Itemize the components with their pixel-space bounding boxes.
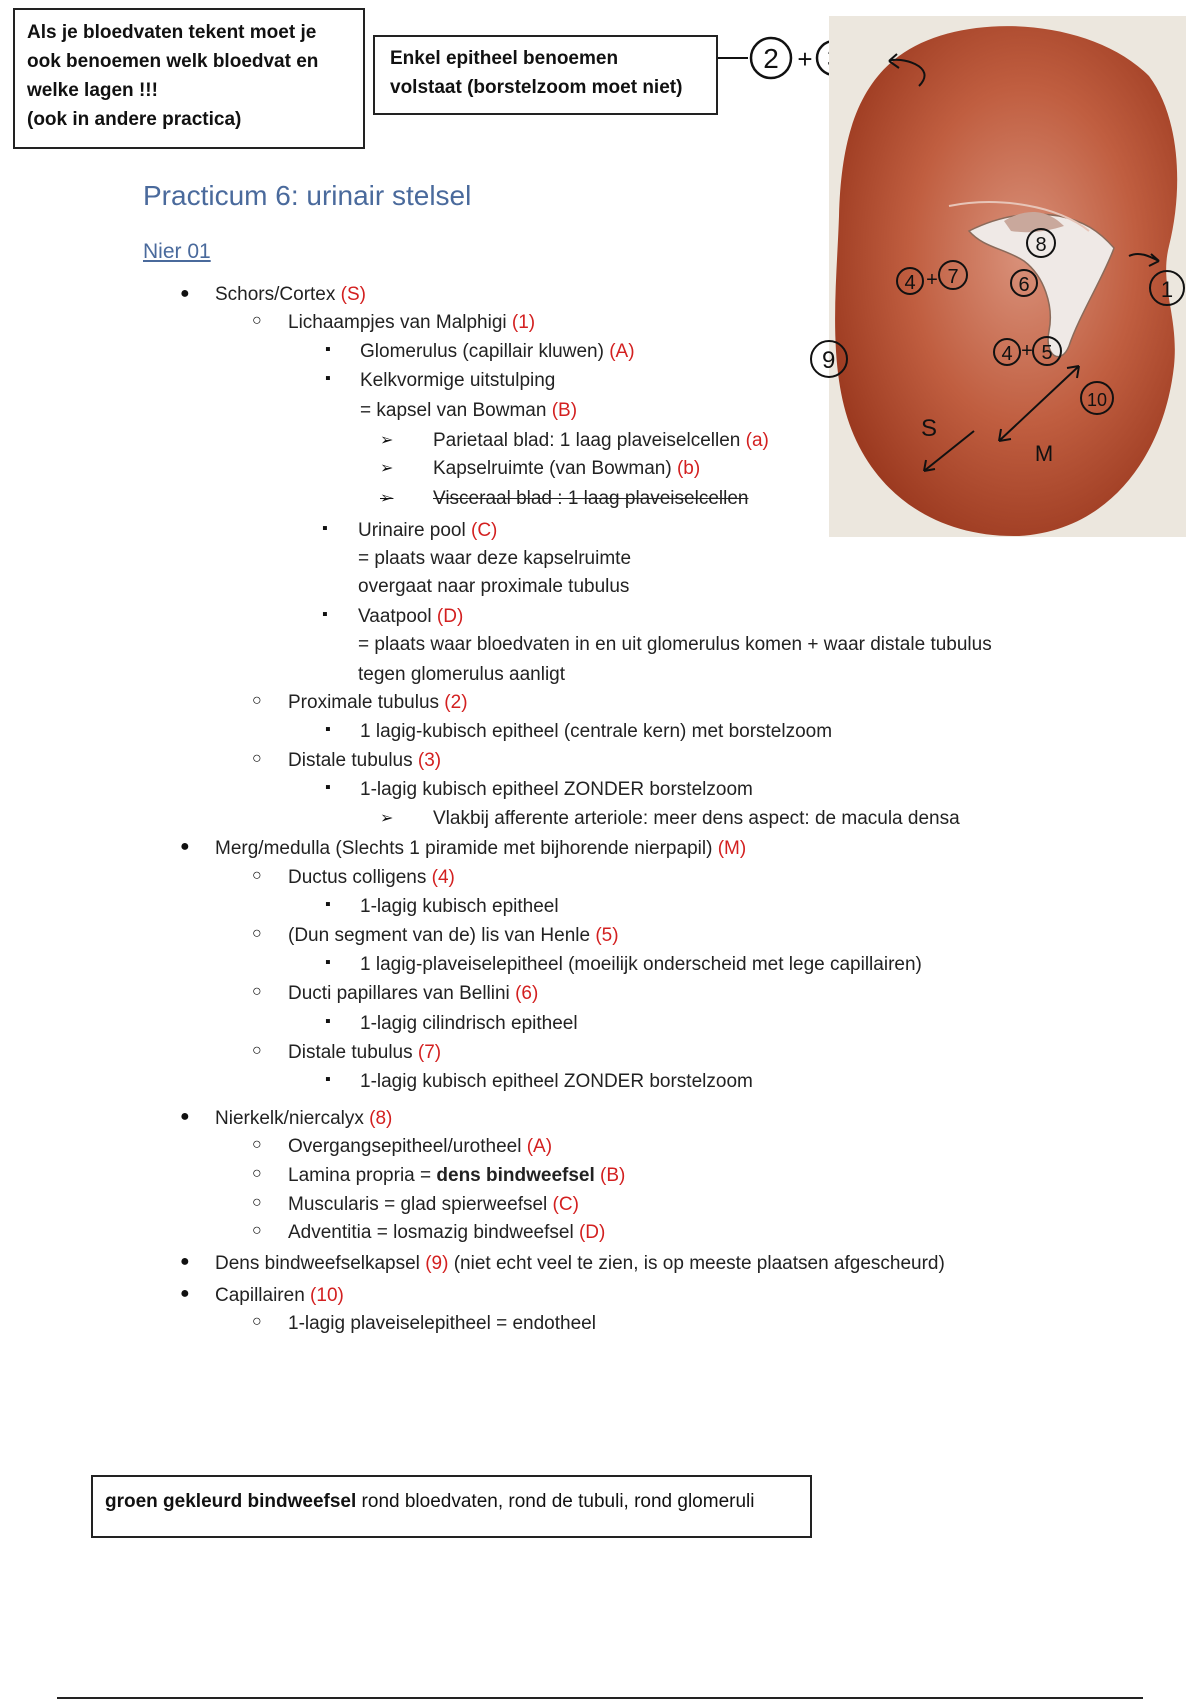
outline-item: Urinaire pool (C) bbox=[358, 520, 498, 541]
bullet: ○ bbox=[252, 692, 262, 709]
note-line: Als je bloedvaten tekent moet je bbox=[27, 22, 317, 43]
outline-item: Kapselruimte (van Bowman) (b) bbox=[433, 458, 701, 479]
outline-item-struck: Visceraal blad : 1 laag plaveiselcellen bbox=[433, 488, 749, 509]
outline-item: Distale tubulus (3) bbox=[288, 750, 442, 771]
outline-item: = plaats waar bloedvaten in en uit glomerulus komen + waar distale tubulus bbox=[358, 634, 992, 655]
bullet: ● bbox=[180, 838, 190, 855]
label-7: 7 bbox=[947, 266, 959, 288]
outline-item: = plaats waar deze kapselruimte bbox=[358, 548, 632, 569]
bullet: ▪ bbox=[325, 779, 331, 796]
annotation-plus: + bbox=[797, 44, 813, 74]
annotation-2: 2 bbox=[763, 43, 779, 74]
label-4b: 4 bbox=[1001, 343, 1013, 365]
outline-item: Proximale tubulus (2) bbox=[288, 692, 468, 713]
bullet: ○ bbox=[252, 1042, 262, 1059]
kidney-image bbox=[822, 16, 1186, 537]
bullet: ▪ bbox=[322, 606, 328, 623]
outline-item: Ductus colligens (4) bbox=[288, 867, 455, 888]
bullet: ● bbox=[180, 285, 190, 302]
bullet: ● bbox=[180, 1253, 190, 1270]
bullet: ○ bbox=[252, 925, 262, 942]
label-6: 6 bbox=[1018, 274, 1030, 296]
note-rest: rond bloedvaten, rond de tubuli, rond glomeruli bbox=[356, 1491, 755, 1512]
outline-item: Nierkelk/niercalyx (8) bbox=[215, 1108, 393, 1129]
bullet: ▪ bbox=[325, 341, 331, 358]
bullet: ○ bbox=[252, 750, 262, 767]
page-rule bbox=[57, 1697, 1143, 1699]
bullet: ➢ bbox=[380, 432, 394, 449]
bullet: ○ bbox=[252, 312, 262, 329]
bullet: ▪ bbox=[322, 520, 328, 537]
note-line: volstaat (borstelzoom moet niet) bbox=[390, 77, 683, 98]
outline-item: 1 lagig-plaveiselepitheel (moeilijk onderscheid met lege capillairen) bbox=[360, 954, 922, 975]
kidney-tissue bbox=[835, 26, 1177, 536]
outline-item: Parietaal blad: 1 laag plaveiselcellen (a) bbox=[433, 430, 769, 451]
bullet: ➢ bbox=[380, 460, 394, 477]
bullet: ● bbox=[180, 1108, 190, 1125]
section-title: Nier 01 bbox=[143, 240, 211, 263]
outline-item: 1-lagig kubisch epitheel ZONDER borstelzoom bbox=[360, 779, 753, 800]
outline-item: Dens bindweefselkapsel (9) (niet echt veel te zien, is op meeste plaatsen afgescheurd) bbox=[215, 1253, 945, 1274]
outline-item: = kapsel van Bowman (B) bbox=[360, 400, 578, 421]
bullet: ○ bbox=[252, 983, 262, 1000]
label-9: 9 bbox=[822, 347, 836, 374]
outline-item: Lichaampjes van Malphigi (1) bbox=[288, 312, 536, 333]
kidney-micrograph bbox=[822, 16, 1186, 537]
bullet: ○ bbox=[252, 1165, 262, 1182]
label-5: 5 bbox=[1041, 342, 1053, 364]
bullet: ○ bbox=[252, 1313, 262, 1330]
outline-item: Ducti papillares van Bellini (6) bbox=[288, 983, 539, 1004]
bindweefsel-note-box bbox=[91, 1475, 812, 1538]
outline-item: Vlakbij afferente arteriole: meer dens aspect: de macula densa bbox=[433, 808, 960, 829]
label-m: M bbox=[1034, 441, 1054, 466]
outline-item: 1 lagig-kubisch epitheel (centrale kern) met borstelzoom bbox=[360, 721, 833, 742]
page-title: Practicum 6: urinair stelsel bbox=[143, 180, 472, 211]
bullet: ➢ bbox=[380, 810, 394, 827]
bullet: ○ bbox=[252, 867, 262, 884]
label-plus-b: + bbox=[1021, 340, 1033, 362]
label-s: S bbox=[920, 415, 938, 442]
label-1: 1 bbox=[1160, 277, 1174, 302]
note-line: ook benoemen welk bloedvat en bbox=[27, 51, 319, 72]
bullet: ▪ bbox=[325, 721, 331, 738]
bullet: ○ bbox=[252, 1222, 262, 1239]
outline-item: 1-lagig kubisch epitheel bbox=[360, 896, 559, 917]
outline-item: 1-lagig kubisch epitheel ZONDER borstelzoom bbox=[360, 1071, 753, 1092]
bullet: ▪ bbox=[325, 896, 331, 913]
epitheel-note-box bbox=[373, 35, 718, 115]
outline-item: 1-lagig cilindrisch epitheel bbox=[360, 1013, 578, 1034]
note-line: welke lagen !!! bbox=[27, 80, 158, 101]
note-line: (ook in andere practica) bbox=[27, 109, 242, 130]
bullet: ▪ bbox=[325, 1071, 331, 1088]
outline-item: Merg/medulla (Slechts 1 piramide met bijhorende nierpapil) (M) bbox=[215, 838, 747, 859]
bullet: ○ bbox=[252, 1194, 262, 1211]
note-line: Enkel epitheel benoemen bbox=[390, 48, 619, 69]
label-plus-a: + bbox=[926, 269, 938, 291]
outline-item: 1-lagig plaveiselepitheel = endotheel bbox=[288, 1313, 596, 1334]
outline-item: Overgangsepitheel/urotheel (A) bbox=[288, 1136, 553, 1157]
bullet: ▪ bbox=[325, 370, 331, 387]
bullet: ▪ bbox=[325, 1013, 331, 1030]
outline-item: overgaat naar proximale tubulus bbox=[358, 576, 630, 597]
label-10: 10 bbox=[1086, 390, 1108, 410]
bullet: ▪ bbox=[325, 954, 331, 971]
label-4a: 4 bbox=[904, 272, 916, 294]
label-8: 8 bbox=[1035, 234, 1047, 256]
note-bold: groen gekleurd bindweefsel bbox=[105, 1491, 357, 1512]
outline-item: Schors/Cortex (S) bbox=[215, 284, 366, 305]
outline-item: (Dun segment van de) lis van Henle (5) bbox=[288, 925, 619, 946]
warning-note-box bbox=[13, 8, 365, 149]
outline-item: Glomerulus (capillair kluwen) (A) bbox=[360, 341, 635, 362]
bullet: ➢ bbox=[380, 490, 394, 507]
bullet: ● bbox=[180, 1285, 190, 1302]
outline-item: Capillairen (10) bbox=[215, 1285, 344, 1306]
bullet: ○ bbox=[252, 1136, 262, 1153]
outline-item: Distale tubulus (7) bbox=[288, 1042, 442, 1063]
outline-item: Muscularis = glad spierweefsel (C) bbox=[288, 1194, 579, 1215]
outline-item: Adventitia = losmazig bindweefsel (D) bbox=[288, 1222, 606, 1243]
outline-item: Kelkvormige uitstulping bbox=[360, 370, 556, 391]
outline-item: Lamina propria = dens bindweefsel (B) bbox=[288, 1165, 626, 1186]
outline-item: Vaatpool (D) bbox=[358, 606, 464, 627]
outline-item: tegen glomerulus aanligt bbox=[358, 664, 566, 685]
